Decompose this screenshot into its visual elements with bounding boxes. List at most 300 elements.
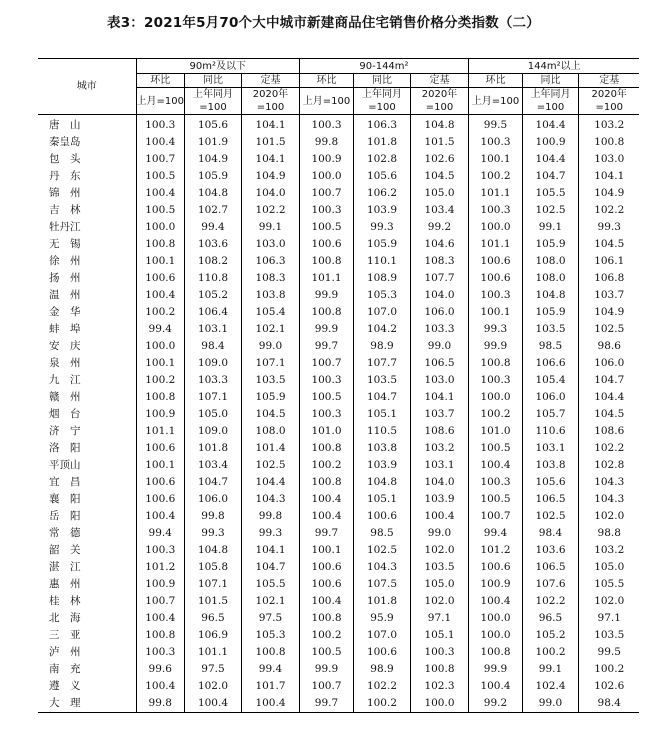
city-name: 南 充 — [49, 663, 81, 675]
index-value: 100.3 — [468, 474, 522, 491]
index-value: 101.1 — [136, 423, 184, 440]
index-value: 100.6 — [299, 236, 353, 253]
index-value: 104.9 — [578, 304, 639, 321]
index-value: 105.0 — [410, 576, 468, 593]
index-value: 102.2 — [353, 678, 410, 695]
index-value: 101.1 — [468, 236, 522, 253]
index-value: 103.1 — [184, 321, 241, 338]
index-value: 104.9 — [241, 168, 299, 185]
index-value: 100.2 — [468, 168, 522, 185]
index-value: 103.2 — [578, 115, 639, 135]
table-row — [38, 440, 639, 457]
index-value: 104.1 — [241, 151, 299, 168]
city-name: 湛 江 — [49, 561, 81, 573]
index-value: 100.9 — [136, 406, 184, 423]
index-value: 100.7 — [136, 151, 184, 168]
city-name: 遵 义 — [49, 680, 81, 692]
index-value: 99.2 — [468, 695, 522, 713]
index-value: 100.2 — [299, 457, 353, 474]
index-value: 108.0 — [522, 270, 578, 287]
index-value: 99.3 — [241, 525, 299, 542]
city-name: 大 理 — [38, 695, 136, 713]
index-value: 100.4 — [136, 185, 184, 202]
base-header-prev-year: 上年同月=100 — [184, 88, 241, 115]
index-value: 105.9 — [353, 236, 410, 253]
index-value: 108.0 — [241, 423, 299, 440]
table-row — [38, 644, 639, 661]
index-value: 106.2 — [353, 185, 410, 202]
index-value: 105.5 — [522, 185, 578, 202]
index-value: 104.7 — [578, 372, 639, 389]
index-value: 105.1 — [410, 627, 468, 644]
table-row — [38, 508, 639, 525]
city-name: 三 亚 — [49, 629, 81, 641]
city-name: 襄 阳 — [49, 493, 81, 505]
index-value: 104.8 — [410, 115, 468, 135]
index-value: 100.7 — [136, 593, 184, 610]
base-header-2020: 2020年=100 — [241, 88, 299, 115]
index-value: 101.2 — [136, 559, 184, 576]
index-value: 100.8 — [299, 610, 353, 627]
index-value: 103.4 — [410, 202, 468, 219]
index-value: 100.2 — [299, 627, 353, 644]
sub-header-fixed: 定基 — [578, 74, 639, 88]
index-value: 101.8 — [353, 593, 410, 610]
index-value: 105.3 — [241, 627, 299, 644]
index-value: 102.0 — [578, 593, 639, 610]
city-name: 九 江 — [49, 374, 81, 386]
sub-header-fixed: 定基 — [241, 74, 299, 88]
index-value: 105.1 — [353, 491, 410, 508]
index-value: 102.5 — [241, 457, 299, 474]
group-header-large: 144m²以上 — [468, 59, 639, 74]
index-value: 102.0 — [410, 542, 468, 559]
index-value: 100.8 — [299, 253, 353, 270]
index-value: 99.7 — [299, 695, 353, 713]
index-value: 104.0 — [241, 185, 299, 202]
index-value: 103.7 — [410, 406, 468, 423]
index-value: 104.5 — [578, 406, 639, 423]
index-value: 100.3 — [299, 372, 353, 389]
index-value: 107.7 — [353, 355, 410, 372]
table-row — [38, 678, 639, 695]
index-value: 99.3 — [184, 525, 241, 542]
index-value: 104.3 — [578, 491, 639, 508]
index-value: 100.4 — [410, 508, 468, 525]
index-value: 101.7 — [241, 678, 299, 695]
index-value: 99.5 — [468, 115, 522, 135]
index-value: 100.3 — [299, 202, 353, 219]
index-value: 100.4 — [136, 287, 184, 304]
index-value: 107.0 — [353, 304, 410, 321]
table-row — [38, 406, 639, 423]
city-name: 烟 台 — [49, 408, 81, 420]
index-value: 106.0 — [410, 304, 468, 321]
index-value: 99.4 — [241, 661, 299, 678]
index-value: 110.1 — [353, 253, 410, 270]
index-value: 102.6 — [578, 678, 639, 695]
index-value: 100.0 — [468, 610, 522, 627]
index-value: 105.9 — [184, 168, 241, 185]
index-value: 106.4 — [184, 304, 241, 321]
index-value: 102.5 — [522, 508, 578, 525]
index-value: 99.8 — [299, 134, 353, 151]
index-value: 102.2 — [578, 202, 639, 219]
base-header-prev-month: 上月=100 — [468, 88, 522, 115]
index-value: 104.4 — [241, 474, 299, 491]
index-value: 100.6 — [136, 440, 184, 457]
index-value: 103.9 — [353, 457, 410, 474]
price-index-table — [38, 58, 639, 713]
index-value: 108.3 — [241, 270, 299, 287]
index-value: 102.2 — [522, 593, 578, 610]
index-value: 100.0 — [136, 219, 184, 236]
index-value: 108.3 — [410, 253, 468, 270]
index-value: 105.9 — [241, 389, 299, 406]
index-value: 99.9 — [299, 287, 353, 304]
index-value: 105.1 — [353, 406, 410, 423]
index-value: 100.2 — [522, 644, 578, 661]
index-value: 105.5 — [241, 576, 299, 593]
index-value: 100.8 — [299, 474, 353, 491]
index-value: 103.6 — [522, 542, 578, 559]
index-value: 98.8 — [578, 525, 639, 542]
index-value: 106.3 — [353, 115, 410, 135]
table-row — [38, 695, 639, 713]
index-value: 99.0 — [522, 695, 578, 713]
index-value: 100.0 — [136, 338, 184, 355]
index-value: 104.5 — [241, 406, 299, 423]
index-value: 101.0 — [468, 423, 522, 440]
index-value: 102.3 — [410, 678, 468, 695]
index-value: 97.1 — [410, 610, 468, 627]
index-value: 101.8 — [353, 134, 410, 151]
index-value: 100.4 — [299, 593, 353, 610]
index-value: 100.0 — [299, 168, 353, 185]
city-name: 徐 州 — [49, 255, 81, 267]
index-value: 100.5 — [136, 202, 184, 219]
sub-header-mom: 环比 — [299, 74, 353, 88]
index-value: 99.9 — [468, 661, 522, 678]
index-value: 104.1 — [410, 389, 468, 406]
city-name: 泉 州 — [49, 357, 81, 369]
index-value: 99.3 — [468, 321, 522, 338]
index-value: 99.4 — [468, 525, 522, 542]
index-value: 104.7 — [522, 168, 578, 185]
index-value: 99.1 — [522, 661, 578, 678]
table-row — [38, 202, 639, 219]
table-row — [38, 338, 639, 355]
sub-header-fixed: 定基 — [410, 74, 468, 88]
index-value: 99.3 — [578, 219, 639, 236]
index-value: 104.2 — [353, 321, 410, 338]
index-value: 110.5 — [353, 423, 410, 440]
index-value: 106.0 — [578, 355, 639, 372]
index-value: 107.0 — [353, 627, 410, 644]
index-value: 100.8 — [468, 644, 522, 661]
index-value: 106.5 — [522, 491, 578, 508]
index-value: 109.0 — [184, 355, 241, 372]
table-title: 表3：2021年5月70个大中城市新建商品住宅销售价格分类指数（二） — [107, 15, 540, 31]
index-value: 101.5 — [410, 134, 468, 151]
index-value: 99.7 — [299, 338, 353, 355]
index-value: 100.3 — [136, 644, 184, 661]
index-value: 105.2 — [522, 627, 578, 644]
index-value: 104.3 — [578, 474, 639, 491]
table-row — [38, 474, 639, 491]
index-value: 98.9 — [353, 661, 410, 678]
index-value: 96.5 — [184, 610, 241, 627]
index-value: 103.5 — [353, 372, 410, 389]
table-row — [38, 304, 639, 321]
index-value: 104.7 — [241, 559, 299, 576]
city-name: 蚌 埠 — [49, 323, 81, 335]
index-value: 102.0 — [578, 508, 639, 525]
base-header-2020: 2020年=100 — [578, 88, 639, 115]
index-value: 100.6 — [353, 644, 410, 661]
index-value: 102.5 — [353, 542, 410, 559]
index-value: 99.5 — [578, 644, 639, 661]
index-value: 100.1 — [468, 304, 522, 321]
index-value: 100.0 — [410, 695, 468, 713]
city-name: 牡丹江 — [49, 221, 81, 233]
index-value: 100.0 — [468, 389, 522, 406]
index-value: 104.5 — [578, 236, 639, 253]
index-value: 107.5 — [353, 576, 410, 593]
index-value: 103.0 — [578, 151, 639, 168]
index-value: 100.3 — [136, 542, 184, 559]
group-header-small: 90m²及以下 — [136, 59, 299, 74]
index-value: 103.8 — [241, 287, 299, 304]
index-value: 99.0 — [410, 525, 468, 542]
index-value: 99.8 — [136, 695, 184, 713]
index-value: 101.2 — [468, 542, 522, 559]
index-value: 103.1 — [522, 440, 578, 457]
index-value: 104.4 — [522, 151, 578, 168]
table-row — [38, 423, 639, 440]
index-value: 102.5 — [578, 321, 639, 338]
index-value: 105.6 — [184, 115, 241, 135]
city-name: 济 宁 — [49, 425, 81, 437]
index-value: 100.8 — [299, 440, 353, 457]
index-value: 103.7 — [578, 287, 639, 304]
index-value: 100.2 — [136, 372, 184, 389]
sub-header-yoy: 同比 — [353, 74, 410, 88]
index-value: 99.9 — [299, 661, 353, 678]
index-value: 104.7 — [184, 474, 241, 491]
index-value: 100.5 — [299, 644, 353, 661]
index-value: 99.9 — [468, 338, 522, 355]
index-value: 101.1 — [299, 270, 353, 287]
index-value: 100.3 — [468, 287, 522, 304]
index-value: 100.4 — [184, 695, 241, 713]
index-value: 105.4 — [522, 372, 578, 389]
index-value: 100.0 — [468, 627, 522, 644]
index-value: 106.6 — [522, 355, 578, 372]
index-value: 100.8 — [136, 389, 184, 406]
index-value: 100.4 — [468, 593, 522, 610]
index-value: 104.3 — [241, 491, 299, 508]
index-value: 105.3 — [353, 287, 410, 304]
index-value: 101.5 — [184, 593, 241, 610]
city-name: 吉 林 — [49, 204, 81, 216]
index-value: 101.1 — [468, 185, 522, 202]
index-value: 105.9 — [522, 236, 578, 253]
index-value: 106.0 — [184, 491, 241, 508]
table-row — [38, 576, 639, 593]
city-name: 秦皇岛 — [49, 136, 81, 148]
index-value: 100.5 — [299, 219, 353, 236]
index-value: 100.8 — [136, 627, 184, 644]
index-value: 108.6 — [410, 423, 468, 440]
index-value: 102.8 — [353, 151, 410, 168]
index-value: 109.0 — [184, 423, 241, 440]
group-header-medium: 90-144m² — [299, 59, 468, 74]
index-value: 99.8 — [184, 508, 241, 525]
table-body — [38, 115, 639, 713]
base-header-prev-month: 上月=100 — [136, 88, 184, 115]
index-value: 98.5 — [522, 338, 578, 355]
index-value: 100.4 — [241, 695, 299, 713]
index-value: 99.7 — [299, 525, 353, 542]
city-name: 无 锡 — [49, 238, 81, 250]
index-value: 100.3 — [299, 406, 353, 423]
index-value: 100.2 — [578, 661, 639, 678]
index-value: 106.0 — [522, 389, 578, 406]
index-value: 100.9 — [299, 151, 353, 168]
city-name: 扬 州 — [49, 272, 81, 284]
index-value: 101.4 — [241, 440, 299, 457]
index-value: 100.9 — [522, 134, 578, 151]
index-value: 100.1 — [136, 253, 184, 270]
index-value: 100.4 — [299, 491, 353, 508]
city-header: 城市 — [38, 59, 136, 115]
index-value: 104.4 — [578, 389, 639, 406]
index-value: 100.8 — [299, 304, 353, 321]
index-value: 99.0 — [410, 338, 468, 355]
city-name: 泸 州 — [49, 646, 81, 658]
index-value: 108.2 — [184, 253, 241, 270]
index-value: 102.2 — [241, 202, 299, 219]
index-value: 98.5 — [353, 525, 410, 542]
index-value: 106.3 — [241, 253, 299, 270]
index-value: 100.4 — [468, 678, 522, 695]
index-value: 107.1 — [241, 355, 299, 372]
index-value: 103.0 — [410, 372, 468, 389]
table-row — [38, 115, 639, 135]
index-value: 103.0 — [241, 236, 299, 253]
index-value: 105.6 — [522, 474, 578, 491]
index-value: 104.0 — [410, 474, 468, 491]
index-value: 102.2 — [578, 440, 639, 457]
index-value: 100.4 — [136, 134, 184, 151]
table-row — [38, 389, 639, 406]
index-value: 105.0 — [410, 185, 468, 202]
index-value: 100.2 — [136, 304, 184, 321]
table-row — [38, 168, 639, 185]
index-value: 101.1 — [184, 644, 241, 661]
index-value: 100.8 — [468, 355, 522, 372]
city-name: 常 德 — [49, 527, 81, 539]
city-name: 平顶山 — [49, 459, 81, 471]
index-value: 100.6 — [299, 559, 353, 576]
index-value: 100.1 — [136, 355, 184, 372]
index-value: 103.9 — [353, 202, 410, 219]
index-value: 100.1 — [299, 542, 353, 559]
index-value: 105.2 — [184, 287, 241, 304]
table-row — [38, 134, 639, 151]
index-value: 103.4 — [184, 457, 241, 474]
index-value: 107.1 — [184, 576, 241, 593]
index-value: 104.0 — [410, 287, 468, 304]
city-name: 包 头 — [49, 153, 81, 165]
index-value: 105.4 — [241, 304, 299, 321]
table-row — [38, 627, 639, 644]
index-value: 95.9 — [353, 610, 410, 627]
index-value: 100.6 — [136, 474, 184, 491]
index-value: 101.0 — [299, 423, 353, 440]
base-header-prev-month: 上月=100 — [299, 88, 353, 115]
city-name: 唐 山 — [49, 119, 81, 131]
index-value: 101.9 — [184, 134, 241, 151]
index-value: 97.5 — [241, 610, 299, 627]
index-value: 103.5 — [578, 627, 639, 644]
index-value: 100.4 — [136, 508, 184, 525]
index-value: 102.6 — [410, 151, 468, 168]
index-value: 100.4 — [136, 678, 184, 695]
city-name: 北 海 — [49, 612, 81, 624]
index-value: 98.4 — [184, 338, 241, 355]
city-name: 岳 阳 — [49, 510, 81, 522]
table-row — [38, 525, 639, 542]
index-value: 105.6 — [353, 168, 410, 185]
index-value: 100.6 — [136, 491, 184, 508]
index-value: 99.1 — [241, 219, 299, 236]
index-value: 104.8 — [184, 185, 241, 202]
index-value: 102.7 — [184, 202, 241, 219]
index-value: 102.8 — [578, 457, 639, 474]
index-value: 100.5 — [136, 168, 184, 185]
table-row — [38, 372, 639, 389]
city-name: 桂 林 — [49, 595, 81, 607]
index-value: 102.0 — [184, 678, 241, 695]
index-value: 100.3 — [410, 644, 468, 661]
index-value: 100.3 — [468, 372, 522, 389]
sub-header-mom: 环比 — [136, 74, 184, 88]
index-value: 99.1 — [522, 219, 578, 236]
index-value: 102.0 — [410, 593, 468, 610]
table-row — [38, 321, 639, 338]
sub-header-yoy: 同比 — [184, 74, 241, 88]
index-value: 100.5 — [299, 389, 353, 406]
table-row — [38, 593, 639, 610]
index-value: 100.4 — [299, 508, 353, 525]
index-value: 103.9 — [410, 491, 468, 508]
index-value: 104.9 — [184, 151, 241, 168]
index-value: 108.9 — [353, 270, 410, 287]
index-value: 103.2 — [578, 542, 639, 559]
city-name: 赣 州 — [49, 391, 81, 403]
index-value: 104.4 — [522, 115, 578, 135]
city-name: 锦 州 — [49, 187, 81, 199]
index-value: 100.9 — [136, 576, 184, 593]
index-value: 100.6 — [468, 253, 522, 270]
table-header — [38, 59, 639, 115]
index-value: 100.4 — [136, 610, 184, 627]
index-value: 100.9 — [468, 576, 522, 593]
index-value: 110.8 — [184, 270, 241, 287]
index-value: 100.0 — [468, 219, 522, 236]
